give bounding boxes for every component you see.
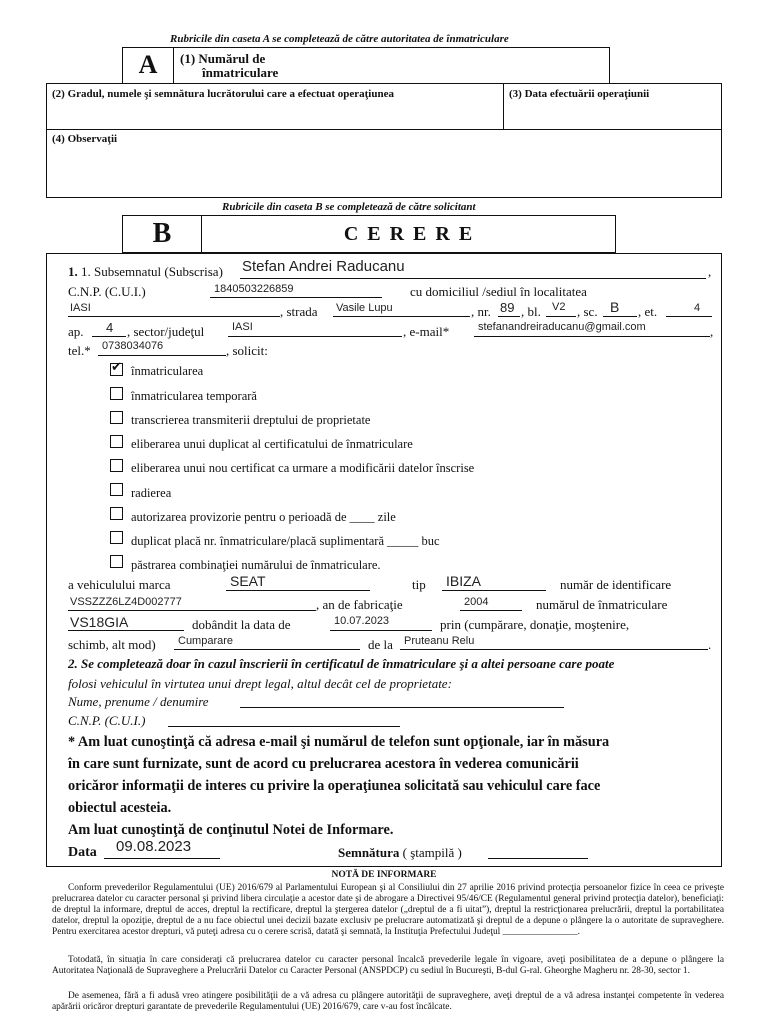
mod-dobandire-value[interactable]: Cumparare bbox=[178, 635, 234, 647]
cnp2-input[interactable] bbox=[168, 726, 400, 727]
semnatura-label: Semnătura ( ştampilă ) bbox=[338, 845, 462, 860]
email-value[interactable]: stefanandreiraducanu@gmail.com bbox=[478, 321, 646, 333]
cnp2-label: C.N.P. (C.U.I.) bbox=[68, 713, 146, 728]
an-value[interactable]: 2004 bbox=[464, 596, 489, 608]
marca-value[interactable]: SEAT bbox=[230, 573, 266, 589]
check-icon: ✔ bbox=[111, 360, 122, 375]
strada-value[interactable]: Vasile Lupu bbox=[336, 302, 393, 314]
section2-line2: folosi vehiculul în virtutea unui drept legal, altul decât cel de proprietate: bbox=[68, 676, 452, 691]
option-checkbox[interactable] bbox=[110, 459, 123, 472]
box-a-letter-box bbox=[122, 47, 174, 84]
judet-value[interactable]: IASI bbox=[232, 321, 253, 333]
nume-label: Nume, prenume / denumire bbox=[68, 694, 209, 709]
data-value[interactable]: 09.08.2023 bbox=[116, 838, 192, 855]
localitate-value[interactable]: IASI bbox=[70, 302, 91, 314]
strada-line bbox=[333, 316, 470, 317]
option-checkbox[interactable] bbox=[110, 483, 123, 496]
box-a-field4[interactable]: (4) Observaţii bbox=[46, 129, 722, 198]
field1-label: (1) Numărul de înmatriculare bbox=[180, 51, 279, 80]
option-checkbox[interactable] bbox=[110, 435, 123, 448]
option-checkbox[interactable] bbox=[110, 387, 123, 400]
tel-value[interactable]: 0738034076 bbox=[102, 340, 164, 352]
option-checkbox[interactable] bbox=[110, 531, 123, 544]
data-label: Data bbox=[68, 845, 97, 860]
plate-value[interactable]: VS18GIA bbox=[70, 614, 129, 630]
data-dobandire-value[interactable]: 10.07.2023 bbox=[334, 615, 390, 627]
nume-input[interactable] bbox=[240, 707, 564, 708]
box-a-header: Rubricile din caseta A se completează de către autoritatea de înmatriculare bbox=[170, 33, 509, 45]
cerere-title: C E R E R E bbox=[343, 223, 475, 245]
sc-value[interactable]: B bbox=[610, 299, 620, 315]
domiciliu-label: cu domiciliul /sediul în localitatea bbox=[410, 284, 587, 299]
cnp-line bbox=[210, 297, 382, 298]
vin-value[interactable]: VSSZZZ6LZ4D002777 bbox=[70, 596, 182, 608]
et-value[interactable]: 4 bbox=[694, 302, 701, 314]
option-checkbox[interactable] bbox=[110, 411, 123, 424]
box-a-letter: A bbox=[138, 50, 158, 79]
option-checkbox[interactable] bbox=[110, 360, 123, 376]
nr-value[interactable]: 89 bbox=[500, 300, 515, 315]
name-value[interactable]: Stefan Andrei Raducanu bbox=[242, 258, 405, 275]
nota-p2: Totodată, în situaţia în care consideraţi că prelucrarea datelor cu caracter personal încalcă prevederile legale în vigoare, aveţi posibilitatea de a depune o plângere la Autoritatea Naţională de Supraveghere a Prelucrării Datelor cu Caracter Personal (ANSPDCP) cu sediul în Bucureşti, B-dul G-ral. Gheorghe Magheru nr. 28-30, sector 1. bbox=[52, 955, 724, 976]
cnp-value[interactable]: 1840503226859 bbox=[214, 283, 294, 295]
nota-p3: De asemenea, fără a fi adusă vreo atingere posibilităţii de a vă adresa cu plângere autorităţii de supraveghere, aveţi dreptul de a vă adresa instanţei competente în vederea apărării oricăror drepturi garantate de prevederile Regulamentului (UE) 2016/679, care v-au fost încălcate. bbox=[52, 991, 724, 1012]
nota-title: NOTĂ DE INFORMARE bbox=[331, 870, 437, 880]
section2-line1: 2. Se completează doar în cazul înscrierii în certificatul de înmatriculare şi a altei persoane care poate bbox=[68, 656, 615, 671]
ap-value[interactable]: 4 bbox=[106, 320, 114, 335]
option-checkbox[interactable] bbox=[110, 555, 123, 568]
localitate-line bbox=[68, 316, 280, 317]
box-a-field3[interactable]: (3) Data efectuării operaţiunii bbox=[503, 83, 722, 130]
tip-value[interactable]: IBIZA bbox=[446, 573, 482, 589]
cnp-label: C.N.P. (C.U.I.) bbox=[68, 284, 146, 299]
box-b-letter-box bbox=[122, 215, 202, 253]
box-b-letter: B bbox=[152, 218, 172, 249]
box-b-header: Rubricile din caseta B se completează de către solicitant bbox=[222, 201, 476, 213]
bl-value[interactable]: V2 bbox=[552, 301, 566, 313]
name-line bbox=[240, 278, 706, 279]
consent-block: * Am luat cunoştinţă că adresa e-mail şi numărul de telefon sunt opţionale, iar în măsura în care sunt furnizate, sunt de acord cu prelucrarea acestora în vederea comunicării oricăror informaţii de interes cu privire la operaţiunea solicitată sau vehiculul care face obiectul acesteia. Am luat cunoştinţă de conţinutul Notei de Informare. bbox=[68, 734, 610, 838]
semnatura-input[interactable] bbox=[488, 858, 588, 859]
option-checkbox[interactable] bbox=[110, 507, 123, 520]
subsemnatul-label: 1. 1. Subsemnatul (Subscrisa) bbox=[68, 264, 223, 279]
dela-value[interactable]: Pruteanu Relu bbox=[404, 635, 475, 647]
nota-p1: Conform prevederilor Regulamentului (UE) 2016/679 al Parlamentului European şi al Consiliului din 27 aprilie 2016 privind protecţia persoanelor fizice în ceea ce priveşte prelucrarea datelor cu caracter personal şi privind libera circulaţie a acestor date şi de abrogare a Directivei 95/46/CE (Regulamentul general privind protecţia datelor), beneficiaţi: de dreptul la informare, dreptul de acces, dreptul la rectificare, dreptul la ştergerea datelor („dreptul de a fi uitat”), dreptul la restricţionarea prelucrării, dreptul la portabilitatea datelor, dreptul la opoziţie, dreptul de a nu face obiectul unei decizii bazate exclusiv pe prelucrare automatizată şi dreptul de a depune o plângere la o autoritate de supraveghere. Pentru exercitarea acestor drepturi, vă puteţi adresa cu o cerere scrisă, datată şi semnată, la Instituţia Prefectului Judeţul ________________. bbox=[52, 883, 724, 937]
box-a-field2[interactable]: (2) Gradul, numele şi semnătura lucrătorului care a efectuat operaţiunea bbox=[46, 83, 504, 130]
